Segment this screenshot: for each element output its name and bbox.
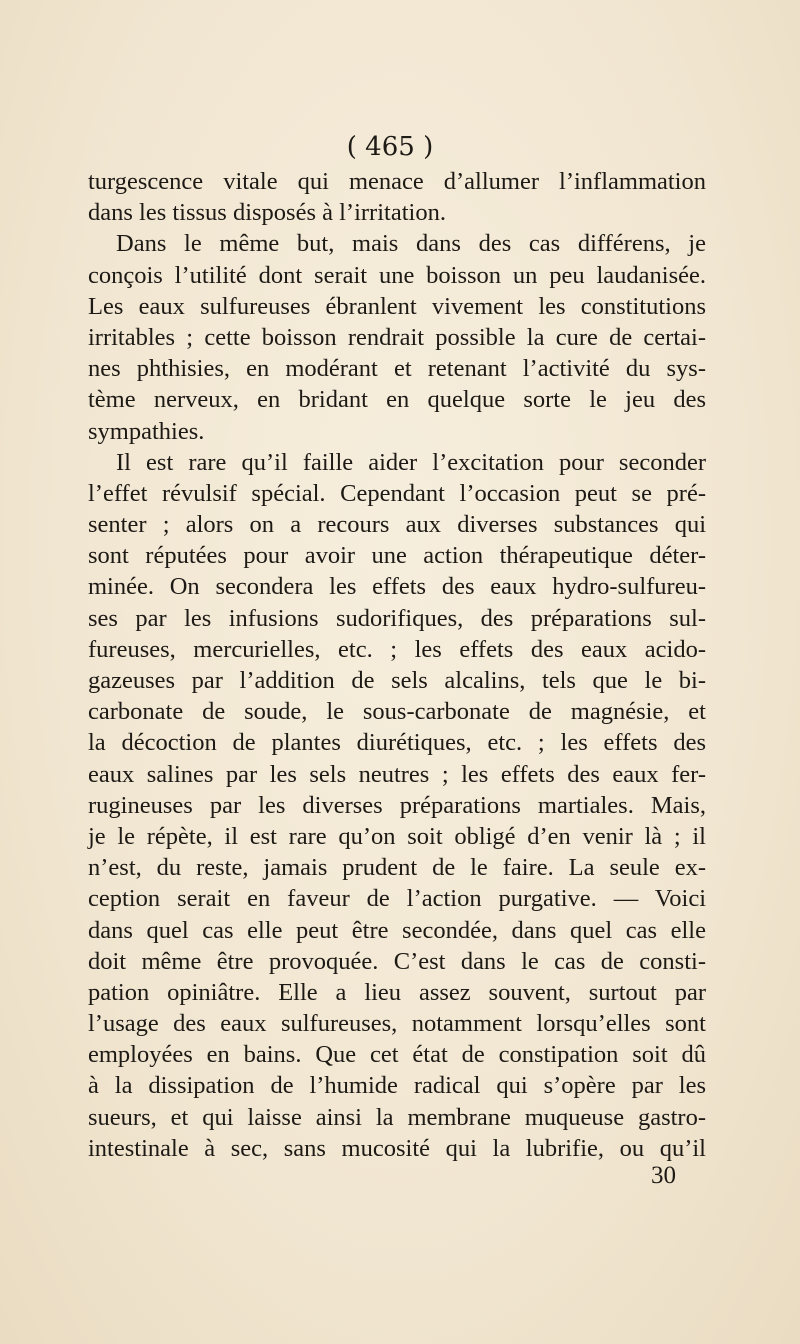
text-line: Dans le même but, mais dans des cas différens, je xyxy=(116,230,706,258)
text-line: nes phthisies, en modérant et retenant l’activité du sys- xyxy=(88,355,706,383)
text-line: irritables ; cette boisson rendrait possible la cure de certai- xyxy=(88,323,706,351)
text-line: dans quel cas elle peut être secondée, dans quel cas elle xyxy=(88,916,706,944)
text-line: la décoction de plantes diurétiques, etc. ; les effets des xyxy=(88,729,706,757)
text-line: rugineuses par les diverses préparations martiales. Mais, xyxy=(88,791,706,819)
page-number: ( 465 ) xyxy=(346,132,434,162)
text-line: conçois l’utilité dont serait une boisson un peu laudanisée. xyxy=(88,261,706,289)
text-line: n’est, du reste, jamais prudent de le faire. La seule ex- xyxy=(88,854,706,882)
text-line: turgescence vitale qui menace d’allumer l’inflammation xyxy=(88,168,706,195)
text-line: intestinale à sec, sans mucosité qui la lubrifie, ou qu’il xyxy=(88,1134,706,1162)
text-line: tème nerveux, en bridant en quelque sorte le jeu des xyxy=(88,386,706,414)
text-line: gazeuses par l’addition de sels alcalins, tels que le bi- xyxy=(88,667,706,694)
text-line: Les eaux sulfureuses ébranlent vivement les constitutions xyxy=(88,292,706,320)
text-line: l’usage des eaux sulfureuses, notamment lorsqu’elles sont xyxy=(88,1010,706,1038)
text-line: sympathies. xyxy=(88,417,205,445)
text-line: dans les tissus disposés à l’irritation. xyxy=(88,199,446,227)
text-line: pation opiniâtre. Elle a lieu assez souvent, surtout par xyxy=(88,978,706,1006)
body-text xyxy=(88,166,706,1164)
text-line: senter ; alors on a recours aux diverses substances qui xyxy=(88,511,706,539)
text-line: employées en bains. Que cet état de constipation soit dû xyxy=(88,1041,706,1069)
signature-mark: 30 xyxy=(651,1162,676,1189)
text-line: ses par les infusions sudorifiques, des préparations sul- xyxy=(88,604,706,632)
text-line: Il est rare qu’il faille aider l’excitation pour seconder xyxy=(116,448,706,476)
text-line: fureuses, mercurielles, etc. ; les effets des eaux acido- xyxy=(88,635,706,663)
text-line: je le répète, il est rare qu’on soit obligé d’en venir là ; il xyxy=(88,822,706,850)
text-line: minée. On secondera les effets des eaux hydro-sulfureu- xyxy=(88,573,706,601)
text-line: ception serait en faveur de l’action purgative. — Voici xyxy=(88,885,706,913)
text-line: sont réputées pour avoir une action thérapeutique déter- xyxy=(88,542,706,570)
text-line: à la dissipation de l’humide radical qui s’opère par les xyxy=(88,1072,706,1100)
text-line: l’effet révulsif spécial. Cependant l’occasion peut se pré- xyxy=(88,479,706,507)
text-line: carbonate de soude, le sous-carbonate de magnésie, et xyxy=(88,698,706,726)
text-line: sueurs, et qui laisse ainsi la membrane muqueuse gastro- xyxy=(88,1103,706,1131)
text-line: doit même être provoquée. C’est dans le cas de consti- xyxy=(88,947,706,975)
text-line: eaux salines par les sels neutres ; les effets des eaux fer- xyxy=(88,760,706,788)
